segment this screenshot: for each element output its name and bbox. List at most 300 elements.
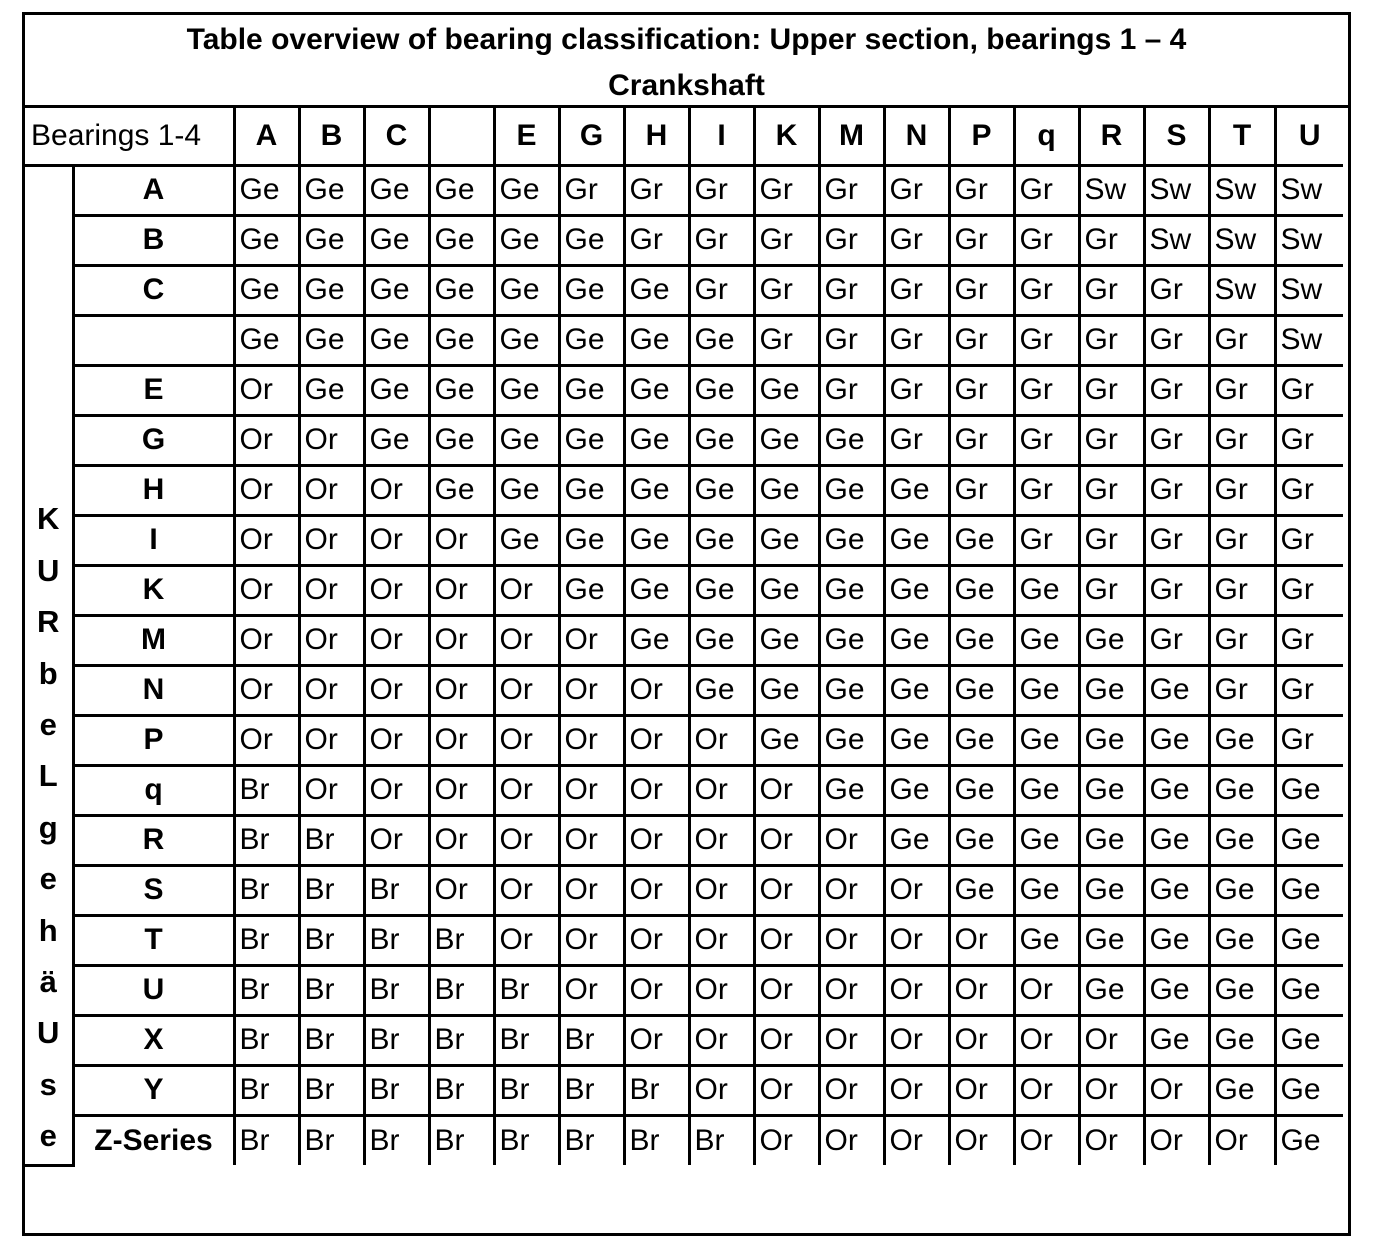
table-cell: Or [1079, 1065, 1144, 1115]
row-label: Y [73, 1065, 234, 1115]
side-label-letter: e [39, 1118, 57, 1154]
table-cell: Or [624, 1015, 689, 1065]
table-cell: Ge [364, 215, 429, 265]
table-cell: Ge [949, 865, 1014, 915]
table-cell: Br [234, 815, 299, 865]
table-cell: Br [299, 865, 364, 915]
column-header: U [1275, 108, 1343, 165]
table-cell: Ge [819, 765, 884, 815]
table-cell: Gr [1275, 515, 1343, 565]
table-cell: Gr [1014, 165, 1079, 215]
table-row [25, 215, 1343, 265]
table-cell: Or [819, 1065, 884, 1115]
table-cell: Br [234, 915, 299, 965]
table-cell: Or [819, 915, 884, 965]
table-cell: Ge [1275, 1015, 1343, 1065]
table-cell: Or [754, 1015, 819, 1065]
table-cell: Or [299, 765, 364, 815]
table-cell: Ge [624, 565, 689, 615]
table-cell: Ge [689, 415, 754, 465]
table-cell: Ge [1209, 765, 1275, 815]
row-label: K [73, 565, 234, 615]
table-cell: Or [1014, 1065, 1079, 1115]
table-cell: Ge [559, 415, 624, 465]
table-cell: Gr [1014, 465, 1079, 515]
table-cell: Or [754, 765, 819, 815]
table-cell: Ge [1079, 865, 1144, 915]
table-cell: Or [299, 465, 364, 515]
table-cell: Ge [1144, 1015, 1209, 1065]
table-cell: Gr [1014, 365, 1079, 415]
table-cell: Ge [624, 365, 689, 415]
table-cell: Or [234, 715, 299, 765]
table-cell: Gr [1079, 415, 1144, 465]
table-cell: Br [689, 1115, 754, 1165]
table-cell: Gr [884, 315, 949, 365]
table-cell: Or [559, 715, 624, 765]
table-cell: Ge [949, 565, 1014, 615]
table-cell: Ge [624, 415, 689, 465]
table-cell: Or [364, 715, 429, 765]
table-cell: Ge [1079, 915, 1144, 965]
table-cell: Br [299, 815, 364, 865]
table-cell: Or [234, 565, 299, 615]
table-cell: Ge [1275, 915, 1343, 965]
table-cell: Or [429, 865, 494, 915]
table-cell: Ge [1079, 715, 1144, 765]
table-cell: Or [364, 465, 429, 515]
table-cell: Br [559, 1015, 624, 1065]
table-cell: Br [234, 1115, 299, 1165]
table-cell: Br [494, 1115, 559, 1165]
side-label-letter: b [38, 655, 58, 691]
table-cell: Br [624, 1065, 689, 1115]
table-cell: Or [1079, 1115, 1144, 1165]
column-header: N [884, 108, 949, 165]
table-cell: Or [884, 1115, 949, 1165]
table-cell: Gr [1144, 615, 1209, 665]
table-cell: Ge [624, 315, 689, 365]
table-cell: Or [819, 1015, 884, 1065]
table-cell: Ge [234, 315, 299, 365]
table-cell: Ge [1275, 1065, 1343, 1115]
table-cell: Ge [754, 515, 819, 565]
side-label-letter: L [38, 758, 58, 794]
table-cell: Or [884, 965, 949, 1015]
table-cell: Or [234, 465, 299, 515]
table-cell: Sw [1144, 215, 1209, 265]
table-cell: Or [364, 815, 429, 865]
table-cell: Or [364, 565, 429, 615]
table-cell: Or [364, 615, 429, 665]
table-cell: Ge [1144, 665, 1209, 715]
table-cell: Gr [884, 215, 949, 265]
table-cell: Ge [884, 515, 949, 565]
table-row [25, 315, 1343, 365]
table-cell: Gr [819, 265, 884, 315]
table-cell: Ge [494, 415, 559, 465]
table-cell: Ge [1014, 815, 1079, 865]
table-cell: Or [429, 565, 494, 615]
table-cell: Gr [1014, 515, 1079, 565]
table-title [25, 15, 1348, 108]
table-cell: Ge [299, 265, 364, 315]
table-cell: Ge [754, 665, 819, 715]
table-cell: Ge [1144, 715, 1209, 765]
classification-table-frame [22, 12, 1351, 1236]
table-cell: Or [884, 1065, 949, 1115]
table-cell: Gr [1275, 615, 1343, 665]
column-header: H [624, 108, 689, 165]
column-header: P [949, 108, 1014, 165]
table-cell: Ge [1079, 615, 1144, 665]
table-cell: Ge [1014, 915, 1079, 965]
table-cell: Sw [1275, 165, 1343, 215]
table-cell: Ge [689, 615, 754, 665]
table-cell: Gr [1275, 365, 1343, 415]
table-cell: Gr [1079, 465, 1144, 515]
table-cell: Gr [1275, 415, 1343, 465]
table-cell: Ge [559, 315, 624, 365]
table-cell: Br [299, 1065, 364, 1115]
table-cell: Ge [754, 615, 819, 665]
table-cell: Br [234, 765, 299, 815]
side-label-letter: U [37, 552, 60, 588]
table-cell: Or [689, 715, 754, 765]
table-cell: Or [559, 915, 624, 965]
table-cell: Gr [754, 215, 819, 265]
table-cell: Sw [1209, 265, 1275, 315]
table-cell: Or [689, 965, 754, 1015]
side-label-letter: e [39, 861, 57, 897]
table-cell: Or [689, 815, 754, 865]
table-cell: Ge [949, 815, 1014, 865]
table-cell: Gr [1079, 215, 1144, 265]
column-header: E [494, 108, 559, 165]
table-cell: Gr [1144, 565, 1209, 615]
table-cell: Or [299, 515, 364, 565]
table-cell: Br [299, 965, 364, 1015]
table-cell: Or [559, 965, 624, 1015]
table-cell: Ge [884, 615, 949, 665]
table-cell: Ge [819, 565, 884, 615]
table-cell: Ge [1209, 1015, 1275, 1065]
table-cell: Br [429, 915, 494, 965]
table-cell: Ge [1275, 815, 1343, 865]
table-cell: Ge [1079, 765, 1144, 815]
table-cell: Or [494, 865, 559, 915]
column-header: R [1079, 108, 1144, 165]
table-cell: Ge [364, 265, 429, 315]
table-cell: Ge [1014, 865, 1079, 915]
table-cell: Ge [1144, 815, 1209, 865]
table-cell: Gr [624, 165, 689, 215]
column-header [429, 108, 494, 165]
table-cell: Ge [494, 315, 559, 365]
table-row [25, 715, 1343, 765]
table-cell: Or [884, 865, 949, 915]
table-cell: Ge [949, 615, 1014, 665]
table-cell: Gr [1209, 315, 1275, 365]
table-cell: Ge [689, 315, 754, 365]
table-cell: Ge [559, 365, 624, 415]
table-cell: Ge [1014, 665, 1079, 715]
table-cell: Ge [819, 465, 884, 515]
table-cell: Ge [819, 715, 884, 765]
table-cell: Ge [234, 265, 299, 315]
table-cell: Or [949, 1115, 1014, 1165]
side-label [25, 165, 73, 1165]
table-cell: Or [949, 915, 1014, 965]
table-cell: Gr [624, 215, 689, 265]
table-cell: Gr [1079, 315, 1144, 365]
table-cell: Ge [429, 315, 494, 365]
table-cell: Ge [429, 465, 494, 515]
column-header: B [299, 108, 364, 165]
row-label: C [73, 265, 234, 315]
table-cell: Br [559, 1115, 624, 1165]
table-cell: Or [364, 765, 429, 815]
table-cell: Or [494, 615, 559, 665]
table-cell: Br [429, 965, 494, 1015]
table-cell: Ge [1144, 865, 1209, 915]
table-cell: Gr [884, 265, 949, 315]
table-cell: Ge [819, 415, 884, 465]
table-cell: Or [689, 915, 754, 965]
table-cell: Ge [1209, 915, 1275, 965]
table-cell: Ge [364, 315, 429, 365]
table-cell: Sw [1275, 265, 1343, 315]
table-cell: Ge [1209, 965, 1275, 1015]
table-cell: Or [624, 965, 689, 1015]
table-row [25, 1015, 1343, 1065]
table-cell: Ge [364, 365, 429, 415]
table-cell: Ge [884, 765, 949, 815]
table-cell: Gr [754, 315, 819, 365]
table-cell: Gr [1144, 415, 1209, 465]
table-cell: Ge [1275, 765, 1343, 815]
table-cell: Or [754, 1115, 819, 1165]
table-cell: Br [234, 865, 299, 915]
table-cell: Or [299, 415, 364, 465]
table-cell: Or [819, 965, 884, 1015]
table-cell: Or [559, 765, 624, 815]
table-cell: Ge [689, 515, 754, 565]
row-label: N [73, 665, 234, 715]
table-cell: Or [1144, 1065, 1209, 1115]
header-row [25, 108, 1343, 165]
table-cell: Ge [1079, 965, 1144, 1015]
table-cell: Br [299, 1015, 364, 1065]
table-cell: Br [624, 1115, 689, 1165]
row-label: X [73, 1015, 234, 1065]
table-row [25, 865, 1343, 915]
table-cell: Ge [559, 265, 624, 315]
table-cell: Gr [819, 215, 884, 265]
column-header: T [1209, 108, 1275, 165]
table-cell: Or [429, 665, 494, 715]
corner-label: Bearings 1-4 [25, 108, 234, 165]
table-cell: Br [494, 965, 559, 1015]
column-header: I [689, 108, 754, 165]
table-cell: Gr [1079, 565, 1144, 615]
table-cell: Or [624, 915, 689, 965]
table-cell: Ge [1209, 715, 1275, 765]
table-cell: Gr [1275, 715, 1343, 765]
table-cell: Or [754, 815, 819, 865]
table-cell: Ge [754, 715, 819, 765]
column-header: G [559, 108, 624, 165]
table-cell: Br [364, 1065, 429, 1115]
table-cell: Gr [1209, 515, 1275, 565]
table-cell: Or [364, 665, 429, 715]
side-label-letter: g [38, 809, 58, 845]
table-cell: Ge [364, 415, 429, 465]
table-cell: Ge [364, 165, 429, 215]
table-cell: Gr [1144, 315, 1209, 365]
table-cell: Gr [819, 315, 884, 365]
table-cell: Ge [429, 365, 494, 415]
table-cell: Gr [949, 365, 1014, 415]
table-cell: Gr [1014, 215, 1079, 265]
table-cell: Gr [949, 315, 1014, 365]
table-cell: Or [689, 765, 754, 815]
table-cell: Ge [559, 515, 624, 565]
table-cell: Ge [1144, 915, 1209, 965]
table-cell: Or [494, 765, 559, 815]
table-cell: Or [559, 865, 624, 915]
table-cell: Gr [1079, 515, 1144, 565]
table-cell: Or [559, 665, 624, 715]
table-cell: Or [884, 915, 949, 965]
row-label: q [73, 765, 234, 815]
row-label: E [73, 365, 234, 415]
table-cell: Gr [689, 165, 754, 215]
table-cell: Or [754, 1065, 819, 1115]
table-cell: Br [494, 1065, 559, 1115]
table-cell: Gr [559, 165, 624, 215]
table-cell: Br [234, 965, 299, 1015]
table-cell: Br [494, 1015, 559, 1065]
table-cell: Or [429, 515, 494, 565]
table-cell: Ge [429, 265, 494, 315]
table-cell: Ge [1209, 1065, 1275, 1115]
row-label [73, 315, 234, 365]
table-cell: Ge [1275, 965, 1343, 1015]
table-cell: Ge [624, 515, 689, 565]
table-cell: Ge [884, 665, 949, 715]
side-label-letter: U [37, 1015, 60, 1051]
column-header: C [364, 108, 429, 165]
table-cell: Ge [689, 365, 754, 415]
side-label-letter: h [38, 912, 58, 948]
table-cell: Or [234, 615, 299, 665]
table-cell: Br [364, 915, 429, 965]
table-cell: Ge [624, 465, 689, 515]
table-cell: Or [1014, 965, 1079, 1015]
table-cell: Gr [1209, 665, 1275, 715]
table-cell: Ge [429, 215, 494, 265]
table-cell: Or [299, 715, 364, 765]
table-cell: Or [429, 815, 494, 865]
table-cell: Gr [949, 215, 1014, 265]
table-cell: Sw [1079, 165, 1144, 215]
table-cell: Or [754, 915, 819, 965]
table-cell: Ge [299, 215, 364, 265]
row-label: P [73, 715, 234, 765]
table-cell: Ge [494, 215, 559, 265]
table-cell: Ge [689, 565, 754, 615]
table-cell: Gr [1144, 365, 1209, 415]
table-cell: Or [559, 815, 624, 865]
table-cell: Ge [494, 265, 559, 315]
column-header: K [754, 108, 819, 165]
table-cell: Or [819, 865, 884, 915]
table-row [25, 915, 1343, 965]
table-cell: Ge [429, 165, 494, 215]
row-label: A [73, 165, 234, 215]
table-cell: Ge [819, 665, 884, 715]
table-cell: Or [949, 1065, 1014, 1115]
table-cell: Gr [819, 165, 884, 215]
table-cell: Br [234, 1015, 299, 1065]
table-cell: Sw [1275, 315, 1343, 365]
table-cell: Gr [754, 265, 819, 315]
table-cell: Or [689, 865, 754, 915]
table-cell: Or [949, 965, 1014, 1015]
table-cell: Br [429, 1015, 494, 1065]
row-label: T [73, 915, 234, 965]
table-cell: Gr [1209, 415, 1275, 465]
table-cell: Ge [819, 515, 884, 565]
table-cell: Gr [689, 215, 754, 265]
table-cell: Ge [494, 515, 559, 565]
table-cell: Ge [1275, 865, 1343, 915]
table-cell: Or [429, 715, 494, 765]
table-row [25, 565, 1343, 615]
side-label-letter: e [39, 706, 57, 742]
table-cell: Ge [559, 465, 624, 515]
table-cell: Ge [494, 465, 559, 515]
table-row [25, 615, 1343, 665]
table-cell: Ge [1144, 965, 1209, 1015]
table-cell: Ge [1014, 615, 1079, 665]
table-cell: Gr [1079, 265, 1144, 315]
table-cell: Br [234, 1065, 299, 1115]
table-cell: Or [624, 665, 689, 715]
table-cell: Br [429, 1065, 494, 1115]
table-cell: Or [234, 665, 299, 715]
table-cell: Br [364, 1015, 429, 1065]
table-cell: Sw [1209, 215, 1275, 265]
table-cell: Br [559, 1065, 624, 1115]
row-label: I [73, 515, 234, 565]
table-cell: Br [299, 1115, 364, 1165]
table-cell: Or [624, 865, 689, 915]
table-row [25, 165, 1343, 215]
table-cell: Or [1079, 1015, 1144, 1065]
table-cell: Ge [884, 465, 949, 515]
table-cell: Ge [754, 465, 819, 515]
table-cell: Ge [1275, 1115, 1343, 1165]
table-cell: Ge [949, 665, 1014, 715]
table-cell: Or [494, 915, 559, 965]
column-header: A [234, 108, 299, 165]
table-row [25, 415, 1343, 465]
table-cell: Or [754, 965, 819, 1015]
table-cell: Or [624, 815, 689, 865]
table-cell: Sw [1144, 165, 1209, 215]
